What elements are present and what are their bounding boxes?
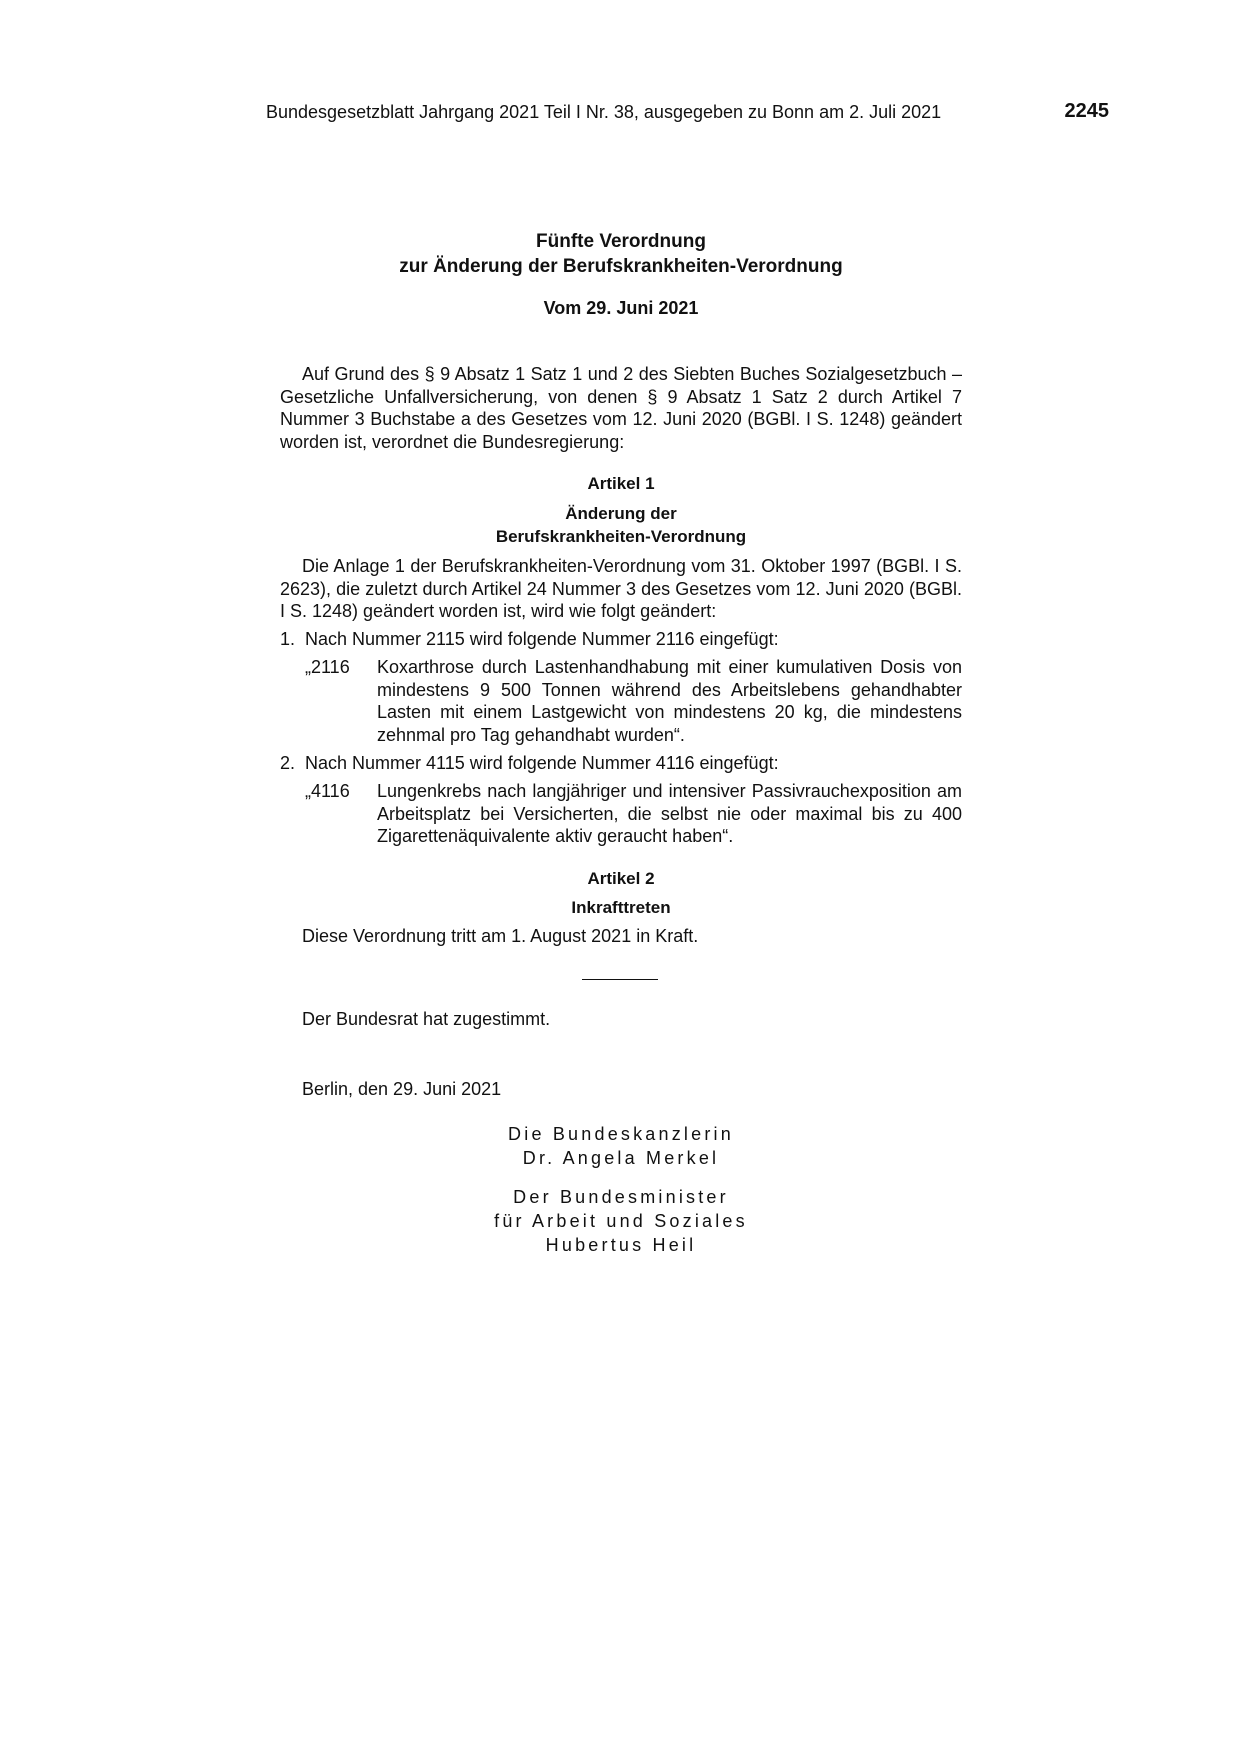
list-item-number: 1. (280, 629, 296, 649)
article-1-heading-line-1: Änderung der (565, 504, 677, 523)
chancellor-name: Dr. Angela Merkel (522, 1148, 720, 1168)
article-1-intro (280, 555, 962, 623)
disease-code: „4116 (305, 781, 350, 801)
list-item-number: 2. (280, 753, 296, 773)
document-title (280, 229, 962, 279)
page-number: 2245 (1064, 100, 1109, 122)
disease-description: Koxarthrose durch Lastenhandhabung mit einer kumulativen Dosis von mindestens 9 500 Tonnen während des Arbeitslebens gehandhabter Lasten mit einem Lastgewicht von mindestens 20 kg, die mindestens zehnmal pro Tag gehandhabt wurden“. (377, 657, 962, 745)
minister-title-2: für Arbeit und Soziales (494, 1211, 748, 1231)
title-line-1: Fünfte Verordnung (536, 231, 706, 252)
running-title: Bundesgesetzblatt Jahrgang 2021 Teil I Nr. 38, ausgegeben zu Bonn am 2. Juli 2021 (266, 102, 942, 122)
article-1-intro-text: Die Anlage 1 der Berufskrankheiten-Verordnung vom 31. Oktober 1997 (BGBl. I S. 2623), die zuletzt durch Artikel 24 Nummer 3 des Gesetzes vom 12. Juni 2020 (BGBl. I S. 1248) geändert worden ist, wird wie folgt geändert: (280, 556, 962, 621)
preamble (280, 363, 962, 453)
page-header (266, 100, 1109, 126)
minister-title-1: Der Bundesminister (513, 1187, 729, 1207)
article-1-number: Artikel 1 (587, 474, 655, 493)
article-2-number: Artikel 2 (587, 869, 655, 888)
document-date: Vom 29. Juni 2021 (543, 298, 699, 318)
minister-name: Hubertus Heil (545, 1235, 697, 1255)
chancellor-title: Die Bundeskanzlerin (508, 1124, 734, 1144)
article-2-heading: Inkrafttreten (571, 898, 671, 917)
place-and-date: Berlin, den 29. Juni 2021 (302, 1079, 502, 1099)
disease-description: Lungenkrebs nach langjähriger und intensiver Passivrauchexposition am Arbeitsplatz bei Versicherten, die selbst nie oder maximal bis zu 400 Zigarettenäquivalente aktiv geraucht haben“. (377, 781, 962, 846)
disease-code: „2116 (305, 657, 350, 677)
list-item-text: Nach Nummer 4115 wird folgende Nummer 4116 eingefügt: (305, 753, 779, 773)
signature-minister (280, 1185, 962, 1257)
article-2-text: Diese Verordnung tritt am 1. August 2021 in Kraft. (302, 926, 699, 946)
bundesrat-consent: Der Bundesrat hat zugestimmt. (302, 1009, 551, 1029)
title-line-2: zur Änderung der Berufskrankheiten-Verordnung (399, 256, 843, 277)
list-item-text: Nach Nummer 2115 wird folgende Nummer 2116 eingefügt: (305, 629, 779, 649)
signature-chancellor (280, 1122, 962, 1170)
preamble-text: Auf Grund des § 9 Absatz 1 Satz 1 und 2 des Siebten Buches Sozialgesetzbuch – Gesetzliche Unfallversicherung, von denen § 9 Absatz 1 Satz 2 durch Artikel 7 Nummer 3 Buchstabe a des Gesetzes vom 12. Juni 2020 (BGBl. I S. 1248) geändert worden ist, verordnet die Bundesregierung: (280, 364, 962, 452)
article-1-heading-line-2: Berufskrankheiten-Verordnung (495, 526, 747, 546)
article-1-heading (280, 503, 962, 548)
separator-rule (582, 979, 658, 980)
